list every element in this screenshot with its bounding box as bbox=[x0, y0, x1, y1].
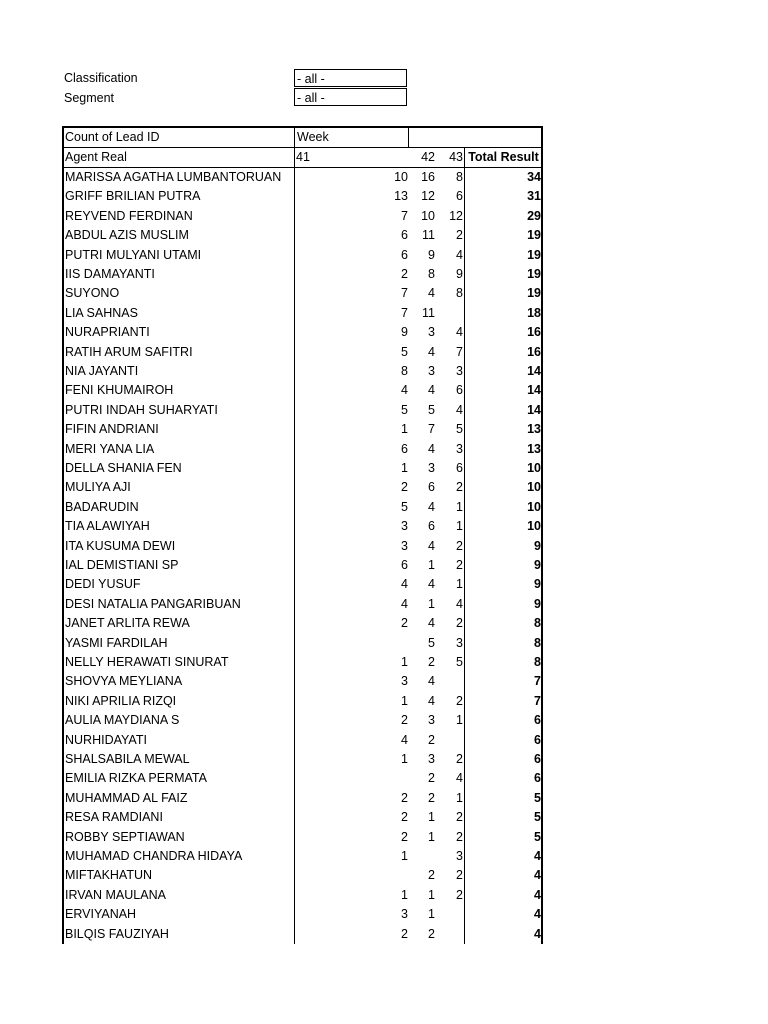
week-41-cell: 5 bbox=[401, 344, 408, 359]
week-42-cell: 3 bbox=[428, 713, 435, 728]
table-row bbox=[64, 187, 541, 206]
total-result-cell: 8 bbox=[534, 655, 541, 669]
week-42-cell: 3 bbox=[428, 364, 435, 378]
week-42-cell: 4 bbox=[428, 693, 435, 708]
week-42-cell: 5 bbox=[428, 635, 435, 650]
table-row bbox=[64, 731, 541, 750]
week-43-cell bbox=[437, 731, 463, 750]
classification-label: Classification bbox=[64, 71, 138, 85]
table-row bbox=[64, 595, 541, 614]
week-42-cell: 3 bbox=[428, 461, 435, 475]
week-41-cell: 6 bbox=[401, 247, 408, 262]
table-row bbox=[64, 401, 541, 420]
agent-name-cell: NIKI APRILIA RIZQI bbox=[65, 693, 177, 708]
pivot-corner-label: Count of Lead ID bbox=[65, 130, 160, 144]
total-result-cell: 13 bbox=[527, 441, 541, 456]
week-41-cell bbox=[296, 634, 408, 653]
table-row bbox=[64, 440, 541, 459]
total-result-cell: 14 bbox=[527, 383, 541, 398]
week-43-cell: 3 bbox=[456, 849, 463, 863]
week-41-cell: 7 bbox=[401, 286, 408, 301]
week-41-cell: 4 bbox=[401, 577, 408, 592]
agent-name-cell: AULIA MAYDIANA S bbox=[65, 713, 180, 728]
total-result-cell: 10 bbox=[527, 499, 541, 514]
table-row bbox=[64, 828, 541, 847]
table-row bbox=[64, 614, 541, 633]
table-row bbox=[64, 226, 541, 245]
total-result-cell: 6 bbox=[534, 752, 541, 766]
week-42-cell: 4 bbox=[428, 538, 435, 553]
week-43-cell: 2 bbox=[456, 558, 463, 572]
week-43-cell: 4 bbox=[456, 402, 463, 417]
total-result-cell: 4 bbox=[534, 887, 541, 902]
total-result-cell: 7 bbox=[534, 693, 541, 708]
table-row bbox=[64, 304, 541, 323]
week-41-cell: 3 bbox=[401, 907, 408, 922]
agent-name-cell: ITA KUSUMA DEWI bbox=[65, 538, 176, 553]
week-41-cell: 2 bbox=[401, 480, 408, 495]
table-row bbox=[64, 866, 541, 885]
total-result-cell: 4 bbox=[534, 926, 541, 941]
agent-name-cell: IIS DAMAYANTI bbox=[65, 267, 155, 281]
table-row bbox=[64, 886, 541, 905]
week-43-cell: 2 bbox=[456, 810, 463, 825]
table-row bbox=[64, 692, 541, 711]
agent-name-cell: MIFTAKHATUN bbox=[65, 868, 153, 883]
total-result-cell: 14 bbox=[527, 364, 541, 378]
week-43-cell: 1 bbox=[456, 499, 463, 514]
table-row bbox=[64, 517, 541, 536]
week-41-cell: 1 bbox=[401, 752, 408, 766]
agent-name-cell: GRIFF BRILIAN PUTRA bbox=[65, 189, 201, 204]
agent-name-cell: ERVIYANAH bbox=[65, 907, 137, 922]
week-41-cell: 2 bbox=[401, 713, 408, 728]
week-43-cell: 4 bbox=[456, 771, 463, 786]
total-result-header: Total Result bbox=[468, 150, 539, 164]
week-43-cell: 4 bbox=[456, 325, 463, 340]
segment-filter[interactable]: - all - bbox=[294, 88, 407, 106]
week-43-cell: 2 bbox=[456, 480, 463, 495]
week-42-cell: 1 bbox=[428, 558, 435, 572]
week-42-cell: 4 bbox=[428, 344, 435, 359]
week-42-cell: 2 bbox=[428, 790, 435, 805]
segment-label: Segment bbox=[64, 91, 115, 105]
total-result-cell: 18 bbox=[527, 305, 541, 320]
agent-name-cell: DEDI YUSUF bbox=[65, 577, 141, 592]
total-result-cell: 5 bbox=[534, 829, 541, 844]
week-42-cell: 3 bbox=[428, 325, 435, 340]
week-43-cell: 12 bbox=[449, 208, 463, 223]
week-43-cell bbox=[437, 905, 463, 924]
table-row bbox=[64, 168, 541, 187]
week-41-cell: 8 bbox=[401, 364, 408, 378]
week-header-41: 41 bbox=[296, 150, 310, 164]
week-42-cell: 6 bbox=[428, 519, 435, 534]
table-row bbox=[64, 847, 541, 866]
week-43-cell: 4 bbox=[456, 596, 463, 611]
table-row bbox=[64, 905, 541, 924]
pivot-table bbox=[62, 126, 543, 944]
week-41-cell: 2 bbox=[401, 926, 408, 941]
agent-name-cell: DESI NATALIA PANGARIBUAN bbox=[65, 596, 241, 611]
week-43-cell: 1 bbox=[456, 790, 463, 805]
agent-name-cell: MUHAMAD CHANDRA HIDAYA bbox=[65, 849, 243, 863]
table-row bbox=[64, 537, 541, 556]
week-43-cell: 2 bbox=[456, 868, 463, 883]
classification-filter[interactable]: - all - bbox=[294, 69, 407, 87]
week-41-cell: 3 bbox=[401, 519, 408, 534]
week-42-cell: 1 bbox=[428, 887, 435, 902]
week-43-cell: 2 bbox=[456, 887, 463, 902]
week-43-cell: 6 bbox=[456, 461, 463, 475]
week-42-cell: 16 bbox=[421, 170, 435, 184]
week-header-43: 43 bbox=[449, 150, 463, 164]
agent-name-cell: REYVEND FERDINAN bbox=[65, 208, 193, 223]
week-41-cell: 1 bbox=[401, 461, 408, 475]
total-result-cell: 19 bbox=[527, 228, 541, 243]
agent-name-cell: PUTRI INDAH SUHARYATI bbox=[65, 402, 218, 417]
week-42-cell: 7 bbox=[428, 422, 435, 437]
table-row bbox=[64, 750, 541, 769]
table-row bbox=[64, 498, 541, 517]
week-41-cell: 2 bbox=[401, 267, 408, 281]
week-43-cell: 1 bbox=[456, 577, 463, 592]
week-42-cell: 1 bbox=[428, 596, 435, 611]
week-41-cell: 10 bbox=[394, 170, 408, 184]
week-42-cell: 11 bbox=[422, 228, 435, 243]
week-header-42: 42 bbox=[421, 150, 435, 164]
week-41-cell: 1 bbox=[401, 655, 408, 669]
week-42-cell: 1 bbox=[428, 829, 435, 844]
agent-name-cell: MERI YANA LIA bbox=[65, 441, 155, 456]
week-43-cell: 8 bbox=[456, 170, 463, 184]
table-row bbox=[64, 323, 541, 342]
agent-name-cell: ROBBY SEPTIAWAN bbox=[65, 829, 185, 844]
total-result-cell: 9 bbox=[534, 596, 541, 611]
table-row bbox=[64, 789, 541, 808]
week-43-cell: 7 bbox=[456, 344, 463, 359]
week-43-cell: 2 bbox=[456, 752, 463, 766]
total-result-cell: 8 bbox=[534, 616, 541, 631]
week-43-cell: 1 bbox=[456, 519, 463, 534]
week-43-cell: 3 bbox=[456, 364, 463, 378]
total-result-cell: 19 bbox=[527, 247, 541, 262]
agent-name-cell: NIA JAYANTI bbox=[65, 364, 139, 378]
week-42-cell: 9 bbox=[428, 247, 435, 262]
week-42-cell: 4 bbox=[428, 441, 435, 456]
agent-name-cell: BILQIS FAUZIYAH bbox=[65, 926, 169, 941]
week-43-cell bbox=[437, 672, 463, 691]
week-43-cell: 3 bbox=[456, 635, 463, 650]
week-41-cell: 6 bbox=[401, 558, 408, 572]
agent-name-cell: DELLA SHANIA FEN bbox=[65, 461, 182, 475]
week-42-cell: 11 bbox=[422, 305, 435, 320]
agent-name-cell: ABDUL AZIS MUSLIM bbox=[65, 228, 189, 243]
agent-name-cell: IRVAN MAULANA bbox=[65, 887, 166, 902]
table-row bbox=[64, 478, 541, 497]
total-result-cell: 6 bbox=[534, 713, 541, 728]
week-42-cell: 2 bbox=[428, 771, 435, 786]
total-result-cell: 19 bbox=[527, 286, 541, 301]
week-41-cell: 1 bbox=[401, 422, 408, 437]
week-43-cell: 5 bbox=[456, 655, 463, 669]
week-42-cell: 6 bbox=[428, 480, 435, 495]
agent-name-cell: RESA RAMDIANI bbox=[65, 810, 163, 825]
week-41-cell: 4 bbox=[401, 732, 408, 747]
week-43-cell bbox=[437, 925, 463, 944]
week-42-cell: 4 bbox=[428, 383, 435, 398]
week-43-cell: 5 bbox=[456, 422, 463, 437]
agent-name-cell: SHALSABILA MEWAL bbox=[65, 752, 190, 766]
agent-name-cell: FENI KHUMAIROH bbox=[65, 383, 174, 398]
table-row bbox=[64, 362, 541, 381]
total-result-cell: 6 bbox=[534, 732, 541, 747]
total-result-cell: 9 bbox=[534, 577, 541, 592]
agent-name-cell: IAL DEMISTIANI SP bbox=[65, 558, 179, 572]
week-43-cell: 3 bbox=[456, 441, 463, 456]
week-42-cell: 4 bbox=[428, 499, 435, 514]
week-42-cell: 4 bbox=[428, 286, 435, 301]
table-row bbox=[64, 343, 541, 362]
table-row bbox=[64, 459, 541, 478]
week-43-cell: 2 bbox=[456, 616, 463, 631]
total-result-cell: 14 bbox=[527, 402, 541, 417]
agent-name-cell: EMILIA RIZKA PERMATA bbox=[65, 771, 207, 786]
week-41-cell bbox=[296, 769, 408, 788]
week-41-cell: 2 bbox=[401, 616, 408, 631]
table-row bbox=[64, 284, 541, 303]
agent-name-cell: NURAPRIANTI bbox=[65, 325, 150, 340]
week-41-cell: 6 bbox=[401, 228, 408, 243]
total-result-cell: 9 bbox=[534, 538, 541, 553]
total-result-cell: 31 bbox=[527, 189, 541, 204]
table-row bbox=[64, 246, 541, 265]
table-row bbox=[64, 381, 541, 400]
week-42-cell: 12 bbox=[421, 189, 435, 204]
week-42-cell: 2 bbox=[428, 655, 435, 669]
table-row bbox=[64, 575, 541, 594]
agent-name-cell: MARISSA AGATHA LUMBANTORUAN bbox=[65, 170, 282, 184]
pivot-row-field[interactable]: Agent Real bbox=[65, 150, 127, 164]
agent-name-cell: SUYONO bbox=[65, 286, 120, 301]
total-result-cell: 10 bbox=[527, 519, 541, 534]
total-result-cell: 9 bbox=[534, 558, 541, 572]
week-42-cell: 4 bbox=[428, 674, 435, 689]
agent-name-cell: RATIH ARUM SAFITRI bbox=[65, 344, 193, 359]
week-41-cell: 4 bbox=[401, 383, 408, 398]
total-result-cell: 4 bbox=[534, 849, 541, 863]
week-41-cell: 2 bbox=[401, 790, 408, 805]
week-41-cell: 5 bbox=[401, 402, 408, 417]
total-result-cell: 10 bbox=[527, 480, 541, 495]
agent-name-cell: MULIYA AJI bbox=[65, 480, 131, 495]
total-result-cell: 13 bbox=[527, 422, 541, 437]
agent-name-cell: LIA SAHNAS bbox=[65, 305, 138, 320]
week-41-cell: 3 bbox=[401, 538, 408, 553]
total-result-cell: 29 bbox=[527, 208, 541, 223]
table-row bbox=[64, 634, 541, 653]
week-41-cell: 7 bbox=[401, 208, 408, 223]
week-42-cell: 1 bbox=[428, 907, 435, 922]
agent-name-cell: BADARUDIN bbox=[65, 499, 139, 514]
week-42-cell: 5 bbox=[428, 402, 435, 417]
agent-name-cell: YASMI FARDILAH bbox=[65, 635, 168, 650]
table-row bbox=[64, 672, 541, 691]
week-41-cell: 9 bbox=[401, 325, 408, 340]
week-43-cell: 9 bbox=[456, 267, 463, 281]
table-row bbox=[64, 207, 541, 226]
week-41-cell: 6 bbox=[401, 441, 408, 456]
agent-name-cell: FIFIN ANDRIANI bbox=[65, 422, 159, 437]
agent-name-cell: TIA ALAWIYAH bbox=[65, 519, 150, 534]
total-result-cell: 7 bbox=[534, 674, 541, 689]
week-43-cell: 2 bbox=[456, 228, 463, 243]
table-row bbox=[64, 420, 541, 439]
week-42-cell bbox=[410, 847, 435, 866]
week-43-cell bbox=[437, 304, 463, 323]
total-result-cell: 16 bbox=[527, 344, 541, 359]
week-43-cell: 4 bbox=[456, 247, 463, 262]
agent-name-cell: PUTRI MULYANI UTAMI bbox=[65, 247, 202, 262]
agent-name-cell: SHOVYA MEYLIANA bbox=[65, 674, 183, 689]
total-result-cell: 8 bbox=[534, 635, 541, 650]
week-42-cell: 4 bbox=[428, 577, 435, 592]
pivot-divider-week-header bbox=[408, 128, 409, 148]
week-42-cell: 3 bbox=[428, 752, 435, 766]
week-43-cell: 2 bbox=[456, 829, 463, 844]
table-row bbox=[64, 769, 541, 788]
week-41-cell: 4 bbox=[401, 596, 408, 611]
week-42-cell: 10 bbox=[421, 208, 435, 223]
table-row bbox=[64, 556, 541, 575]
total-result-cell: 34 bbox=[527, 170, 541, 184]
table-row bbox=[64, 925, 541, 944]
table-row bbox=[64, 653, 541, 672]
week-41-cell: 2 bbox=[401, 829, 408, 844]
week-41-cell: 1 bbox=[401, 693, 408, 708]
table-row bbox=[64, 265, 541, 284]
week-42-cell: 2 bbox=[428, 732, 435, 747]
week-43-cell: 6 bbox=[456, 383, 463, 398]
week-41-cell: 7 bbox=[401, 305, 408, 320]
week-42-cell: 4 bbox=[428, 616, 435, 631]
total-result-cell: 16 bbox=[527, 325, 541, 340]
total-result-cell: 4 bbox=[534, 868, 541, 883]
pivot-column-field[interactable]: Week bbox=[297, 130, 329, 144]
week-41-cell: 13 bbox=[394, 189, 408, 204]
week-43-cell: 2 bbox=[456, 538, 463, 553]
week-43-cell: 8 bbox=[456, 286, 463, 301]
week-42-cell: 1 bbox=[428, 810, 435, 825]
week-43-cell: 6 bbox=[456, 189, 463, 204]
total-result-cell: 10 bbox=[527, 461, 541, 475]
week-42-cell: 8 bbox=[428, 267, 435, 281]
week-43-cell: 2 bbox=[456, 693, 463, 708]
week-41-cell: 3 bbox=[401, 674, 408, 689]
week-41-cell: 2 bbox=[401, 810, 408, 825]
week-41-cell: 1 bbox=[401, 887, 408, 902]
week-41-cell bbox=[296, 866, 408, 885]
week-42-cell: 2 bbox=[428, 868, 435, 883]
week-43-cell: 1 bbox=[456, 713, 463, 728]
table-row bbox=[64, 808, 541, 827]
agent-name-cell: NURHIDAYATI bbox=[65, 732, 147, 747]
total-result-cell: 19 bbox=[527, 267, 541, 281]
week-42-cell: 2 bbox=[428, 926, 435, 941]
table-row bbox=[64, 711, 541, 730]
week-41-cell: 5 bbox=[401, 499, 408, 514]
agent-name-cell: JANET ARLITA REWA bbox=[65, 616, 190, 631]
agent-name-cell: NELLY HERAWATI SINURAT bbox=[65, 655, 229, 669]
total-result-cell: 5 bbox=[534, 810, 541, 825]
total-result-cell: 6 bbox=[534, 771, 541, 786]
week-41-cell: 1 bbox=[401, 849, 408, 863]
total-result-cell: 5 bbox=[534, 790, 541, 805]
agent-name-cell: MUHAMMAD AL FAIZ bbox=[65, 790, 188, 805]
total-result-cell: 4 bbox=[534, 907, 541, 922]
